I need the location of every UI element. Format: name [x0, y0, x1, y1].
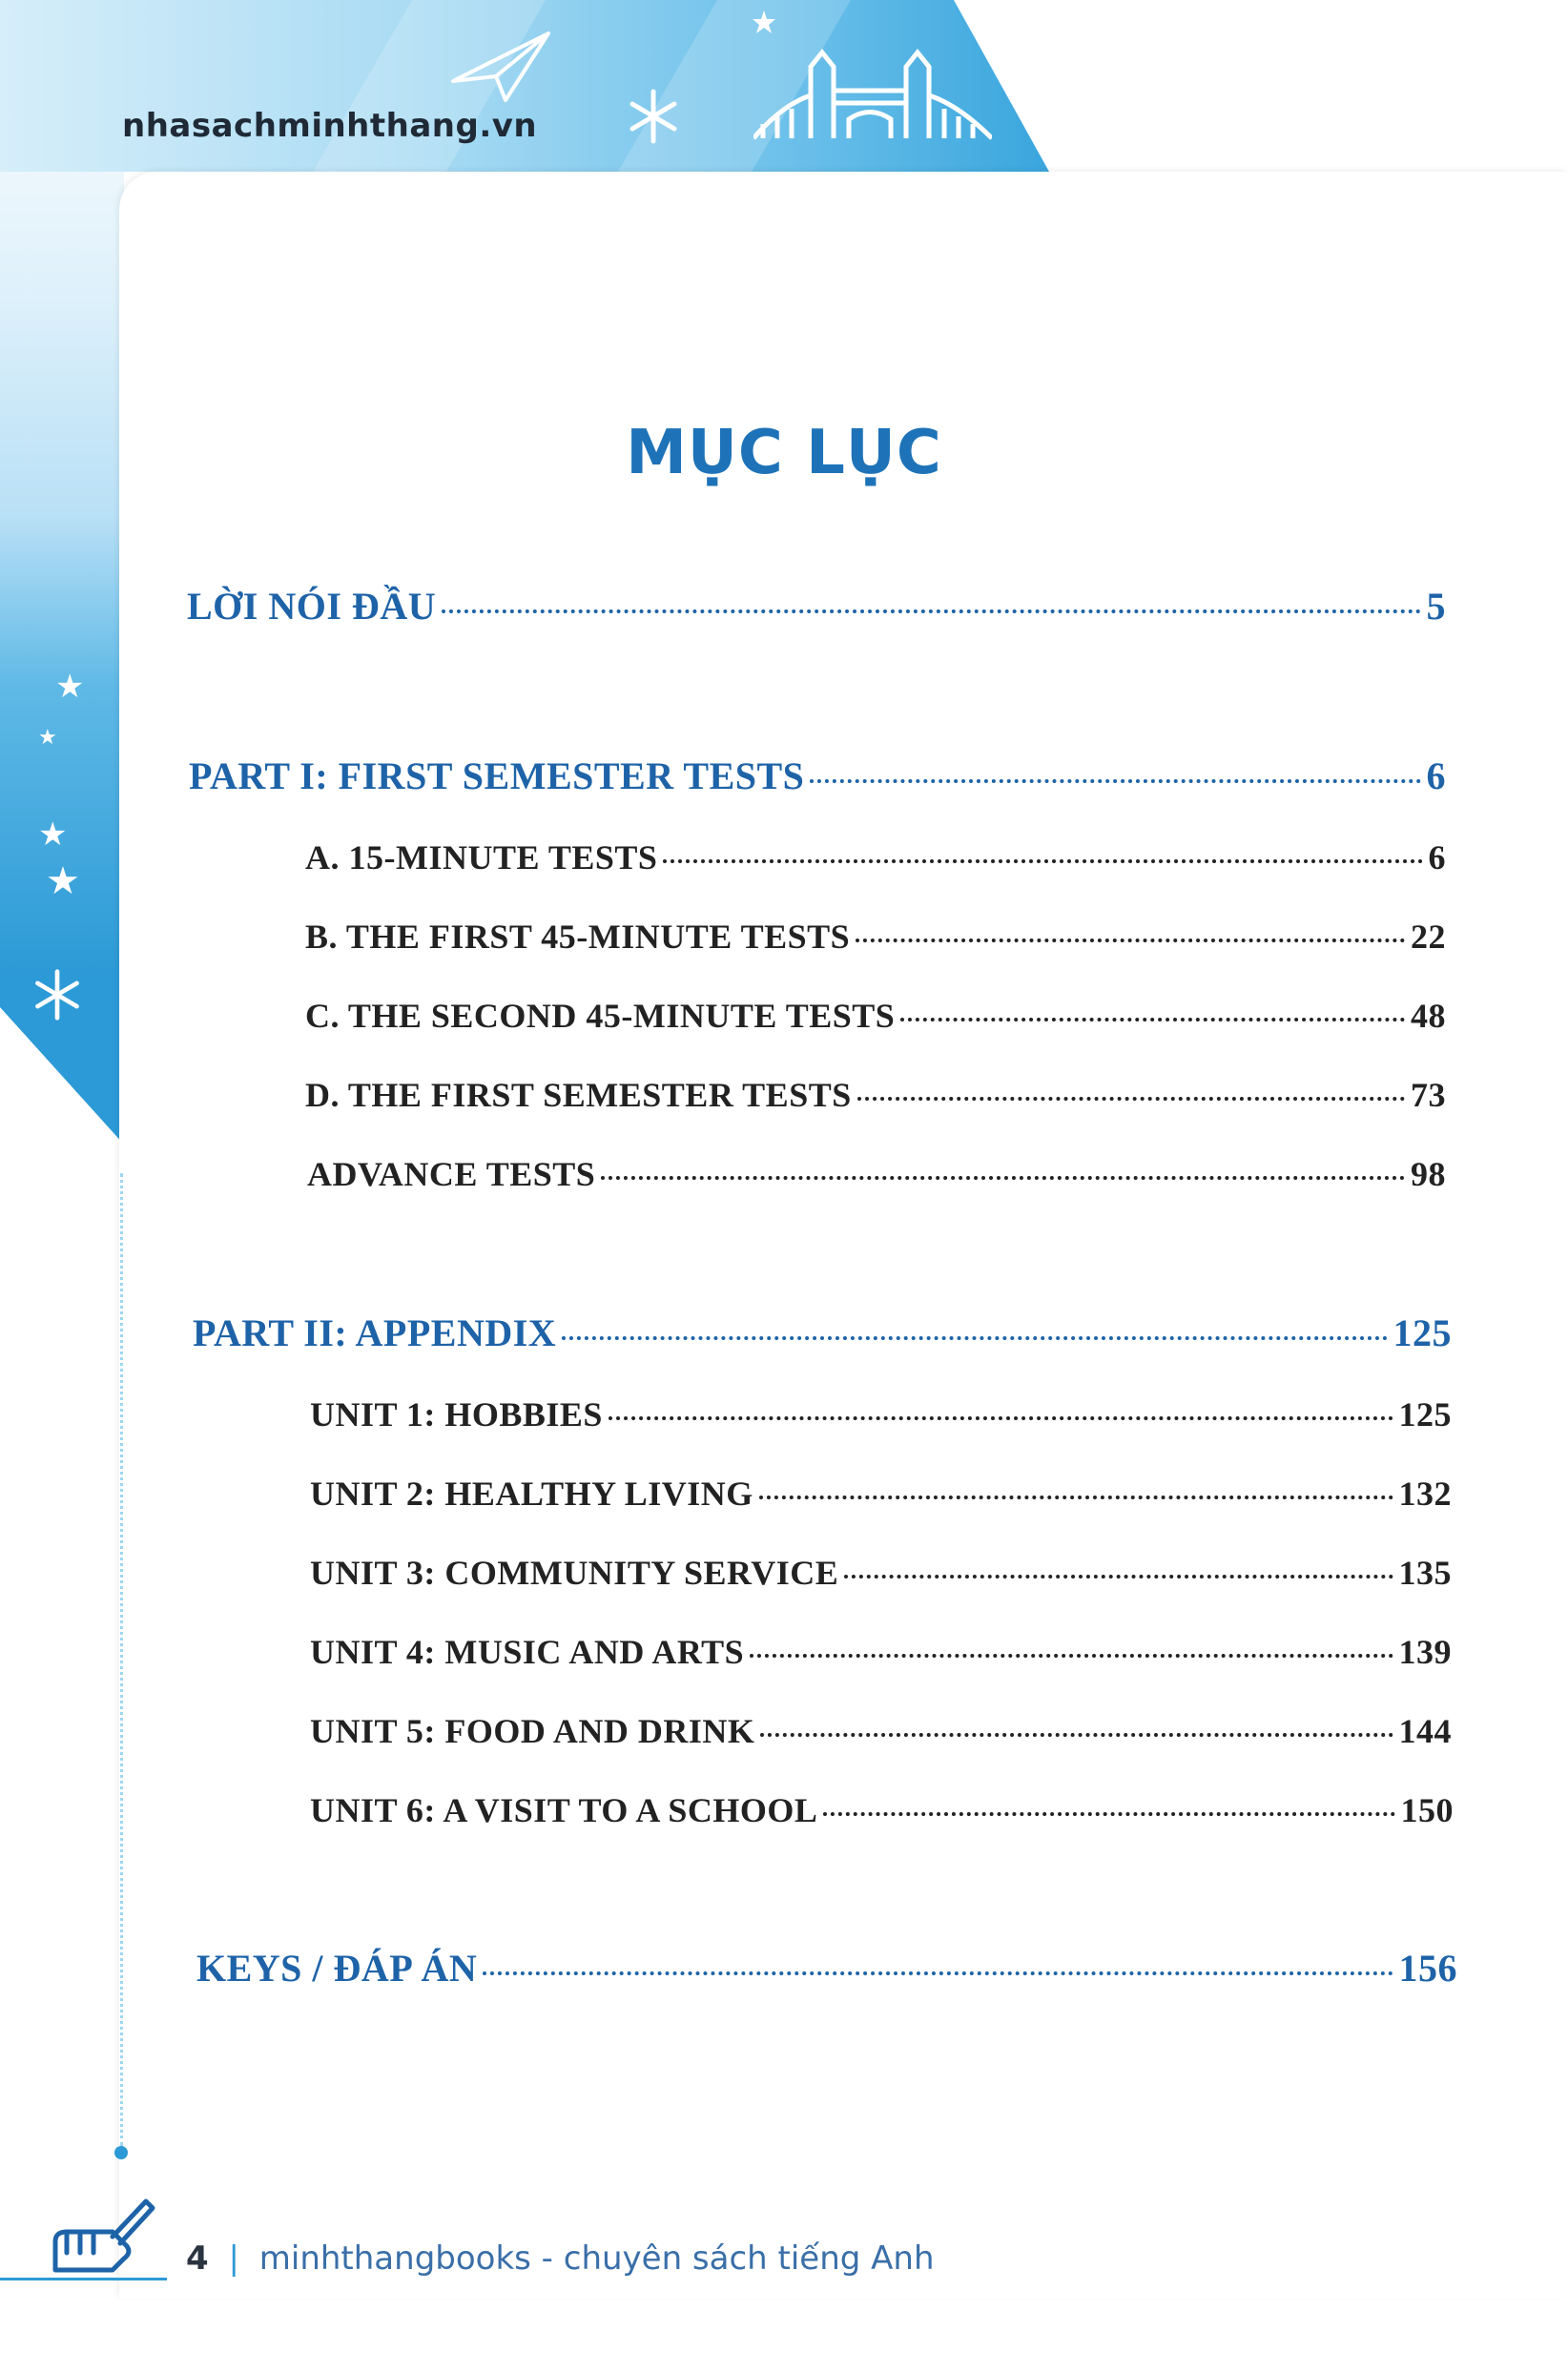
toc-page-number: 98	[1411, 1155, 1446, 1193]
toc-entry-label: KEYS / ĐÁP ÁN	[196, 1947, 478, 1990]
toc-entry-label: UNIT 1: HOBBIES	[310, 1395, 603, 1434]
toc-entry-label: UNIT 6: A VISIT TO A SCHOOL	[310, 1791, 818, 1829]
dot-leader	[857, 1097, 1405, 1101]
toc-entry-label: UNIT 4: MUSIC AND ARTS	[310, 1633, 745, 1671]
snowflake-icon	[625, 88, 682, 145]
star-icon: ★	[38, 725, 57, 749]
dotted-margin-line	[120, 1173, 123, 2146]
page-title: MỤC LỤC	[626, 418, 942, 488]
toc-page-number: 6	[1428, 838, 1446, 877]
dot-leader	[442, 609, 1420, 613]
footer	[186, 2239, 935, 2278]
writing-hand-icon	[46, 2194, 160, 2280]
toc-entry-label: B. THE FIRST 45-MINUTE TESTS	[305, 918, 851, 956]
toc-page-number: 6	[1426, 754, 1446, 797]
dot-leader	[562, 1336, 1387, 1340]
dot-leader	[609, 1416, 1393, 1420]
toc-page-number: 125	[1398, 1395, 1452, 1434]
star-icon: ★	[46, 859, 80, 902]
toc-entry-label: D. THE FIRST SEMESTER TESTS	[305, 1076, 852, 1114]
site-url[interactable]: nhasachminhthang.vn	[122, 107, 538, 145]
toc-entry-label: UNIT 5: FOOD AND DRINK	[310, 1712, 755, 1750]
toc-entry-unit-4[interactable]	[310, 1632, 1452, 1672]
toc-entry-label: LỜI NÓI ĐẦU	[187, 585, 437, 628]
footer-tagline: minhthangbooks - chuyên sách tiếng Anh	[258, 2239, 935, 2278]
dot-leader	[663, 859, 1422, 863]
toc-page-number: 135	[1398, 1554, 1452, 1592]
dot-leader	[900, 1018, 1405, 1021]
toc-entry-unit-5[interactable]	[310, 1711, 1452, 1751]
toc-page-number: 22	[1411, 918, 1446, 956]
toc-entry-first-semester-tests[interactable]	[305, 1075, 1446, 1115]
dot-leader	[750, 1654, 1393, 1658]
toc-entry-label: UNIT 2: HEALTHY LIVING	[310, 1475, 753, 1513]
dot-leader	[823, 1812, 1394, 1816]
toc-entry-unit-3[interactable]	[310, 1553, 1452, 1593]
toc-entry-first-45-minute-tests[interactable]	[305, 917, 1446, 957]
toc-entry-advance-tests[interactable]	[307, 1154, 1446, 1194]
toc-entry-label: ADVANCE TESTS	[307, 1155, 596, 1193]
toc-entry-part-2[interactable]	[193, 1310, 1452, 1355]
toc-entry-label: UNIT 3: COMMUNITY SERVICE	[310, 1554, 839, 1592]
toc-entry-label: PART II: APPENDIX	[193, 1311, 557, 1354]
dot-leader	[760, 1733, 1393, 1737]
toc-entry-foreword[interactable]	[187, 584, 1446, 629]
toc-page-number: 125	[1393, 1311, 1452, 1354]
toc-entry-unit-6[interactable]	[310, 1790, 1454, 1830]
dot-leader	[856, 939, 1405, 942]
paper-plane-icon	[448, 29, 553, 105]
toc-entry-label: PART I: FIRST SEMESTER TESTS	[189, 754, 805, 797]
star-icon: ★	[38, 817, 68, 853]
toc-page-number: 144	[1398, 1712, 1452, 1750]
toc-entry-label: C. THE SECOND 45-MINUTE TESTS	[305, 997, 896, 1035]
dot-leader	[810, 779, 1420, 783]
page-number: 4	[186, 2239, 209, 2278]
toc-entry-unit-2[interactable]	[310, 1474, 1452, 1514]
toc-page-number: 139	[1398, 1633, 1452, 1671]
snowflake-icon	[31, 968, 84, 1021]
toc-page-number: 73	[1411, 1076, 1446, 1114]
toc-entry-part-1[interactable]	[189, 753, 1446, 798]
star-icon: ★	[55, 670, 85, 705]
toc-page-number: 132	[1398, 1475, 1452, 1513]
dot-leader	[844, 1575, 1393, 1579]
toc-entry-keys[interactable]	[196, 1946, 1457, 1991]
toc-page-number: 150	[1400, 1791, 1454, 1829]
dot-leader	[601, 1176, 1405, 1180]
toc-entry-unit-1[interactable]	[310, 1394, 1452, 1434]
toc-page-number: 156	[1398, 1947, 1457, 1990]
dot-leader	[759, 1496, 1393, 1499]
footer-separator: |	[228, 2239, 239, 2278]
toc-page-number: 48	[1411, 997, 1446, 1035]
tower-bridge-icon	[753, 29, 992, 143]
toc-page-number: 5	[1426, 585, 1446, 628]
footer-rule	[0, 2278, 167, 2280]
toc-entry-15-minute-tests[interactable]	[305, 837, 1446, 877]
dot-leader	[483, 1971, 1393, 1975]
toc-entry-label: A. 15-MINUTE TESTS	[305, 838, 658, 877]
toc-entry-second-45-minute-tests[interactable]	[305, 996, 1446, 1036]
margin-dot	[114, 2146, 128, 2159]
